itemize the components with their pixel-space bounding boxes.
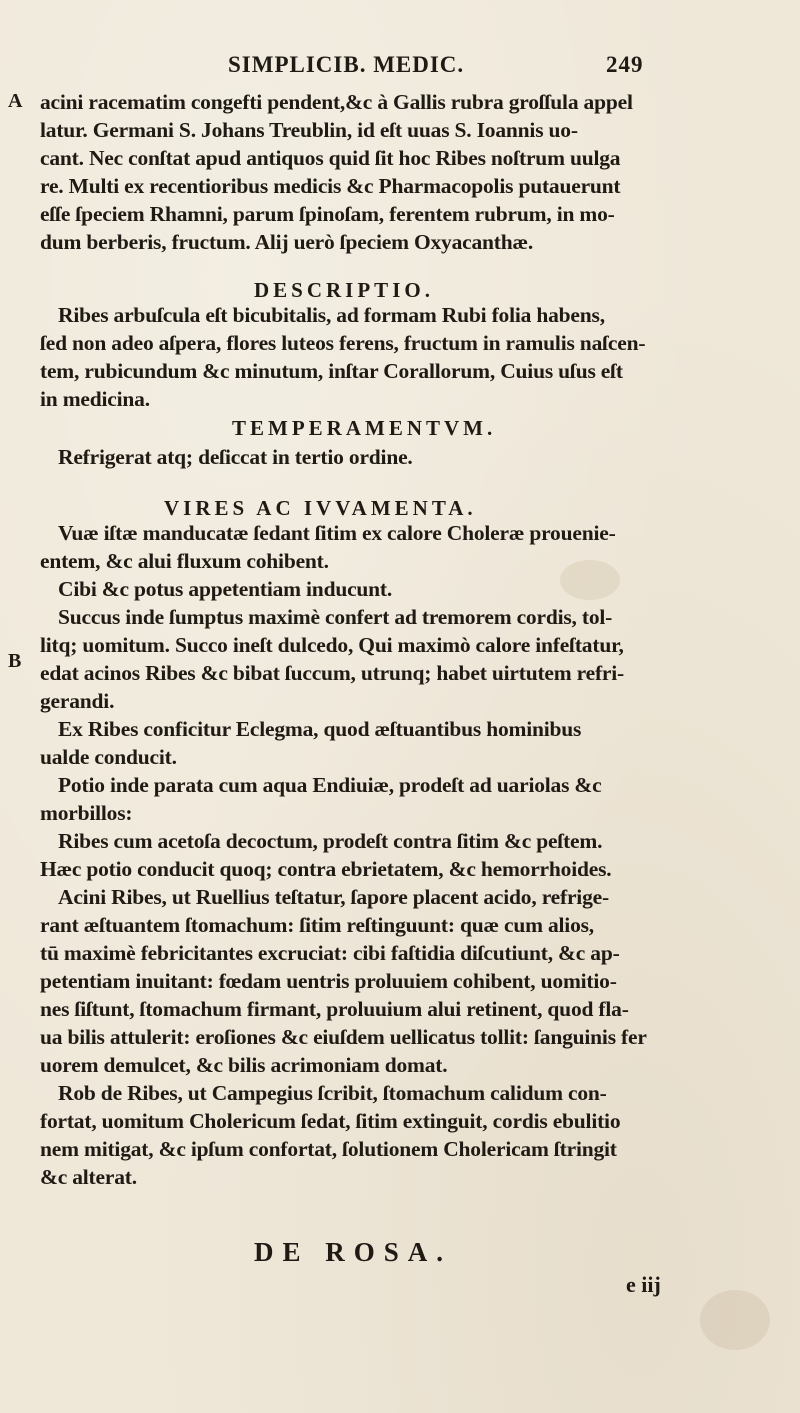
text-line: uorem demulcet, &c bilis acrimoniam domat.	[40, 1053, 448, 1077]
text-line: Vuæ iſtæ manducatæ ſedant ſitim ex calore Choleræ prouenie-	[58, 521, 616, 545]
running-head	[200, 46, 680, 80]
text-line: entem, &c alui fluxum cohibent.	[40, 549, 329, 573]
text-line: Hæc potio conducit quoq; contra ebrietatem, &c hemorrhoides.	[40, 857, 612, 881]
text-line: in medicina.	[40, 387, 150, 411]
paper-stain	[560, 560, 620, 600]
text-line: rant æſtuantem ſtomachum: ſitim reſtinguunt: quæ cum alios,	[40, 913, 594, 937]
text-line: eſſe ſpeciem Rhamni, parum ſpinoſam, ferentem rubrum, in mo-	[40, 202, 615, 226]
text-line: ualde conducit.	[40, 745, 177, 769]
text-line: Ribes cum acetoſa decoctum, prodeſt contra ſitim &c peſtem.	[58, 829, 603, 853]
running-head-title: SIMPLICIB. MEDIC.	[228, 52, 465, 77]
text-line: Cibi &c potus appetentiam inducunt.	[58, 577, 393, 601]
text-line: &c alterat.	[40, 1165, 137, 1189]
text-line: edat acinos Ribes &c bibat ſuccum, utrunq; habet uirtutem refri-	[40, 661, 624, 685]
section-heading-vires: VIRES AC IVVAMENTA.	[164, 496, 477, 520]
signature-catchword: e iij	[626, 1272, 661, 1297]
margin-letter-a: A	[8, 90, 23, 112]
text-line: Succus inde ſumptus maximè confert ad tremorem cordis, tol-	[58, 605, 613, 629]
section-heading-descriptio: DESCRIPTIO.	[254, 278, 434, 302]
next-section-title: DE ROSA.	[254, 1237, 453, 1267]
text-line: litq; uomitum. Succo ineſt dulcedo, Qui maximò calore infeſtatur,	[40, 633, 624, 657]
margin-letter-b: B	[8, 650, 22, 672]
text-line: re. Multi ex recentioribus medicis &c Pharmacopolis putauerunt	[40, 174, 621, 198]
section-heading-temperamentum: TEMPERAMENTVM.	[232, 416, 497, 440]
text-line: tem, rubicundum &c minutum, inſtar Corallorum, Cuius uſus eſt	[40, 359, 623, 383]
paper-stain	[700, 1290, 770, 1350]
text-line: ua bilis attulerit: eroſiones &c eiuſdem uellicatus tollit: ſanguinis fer	[40, 1025, 647, 1049]
text-line: gerandi.	[40, 689, 115, 713]
text-line: latur. Germani S. Johans Treublin, id eſt uuas S. Ioannis uo-	[40, 118, 578, 142]
text-line: Rob de Ribes, ut Campegius ſcribit, ſtomachum calidum con-	[58, 1081, 607, 1105]
text-line: nem mitigat, &c ipſum confortat, ſolutionem Cholericam ſtringit	[40, 1137, 617, 1161]
text-line: Refrigerat atq; deſiccat in tertio ordine.	[58, 445, 413, 469]
text-line: petentiam inuitant: fœdam uentris proluuiem cohibent, uomitio-	[40, 969, 617, 993]
page-number: 249	[606, 52, 644, 77]
text-line: fortat, uomitum Cholericum ſedat, ſitim extinguit, cordis ebulitio	[40, 1109, 621, 1133]
text-line: tū maximè febricitantes excruciat: cibi faſtidia diſcutiunt, &c ap-	[40, 941, 620, 965]
text-line: morbillos:	[40, 801, 133, 825]
text-line: acini racematim congefti pendent,&c à Gallis rubra groſſula appel	[40, 90, 633, 114]
text-line: ſed non adeo aſpera, flores luteos ferens, fructum in ramulis naſcen-	[40, 331, 646, 355]
text-line: dum berberis, fructum. Alij uerò ſpeciem Oxyacanthæ.	[40, 230, 534, 254]
text-line: Ex Ribes conficitur Eclegma, quod æſtuantibus hominibus	[58, 717, 582, 741]
text-line: Acini Ribes, ut Ruellius teſtatur, ſapore placent acido, refrige-	[58, 885, 609, 909]
text-line: cant. Nec conſtat apud antiquos quid ſit hoc Ribes noſtrum uulga	[40, 146, 621, 170]
text-line: nes ſiſtunt, ſtomachum firmant, proluuium alui retinent, quod fla-	[40, 997, 629, 1021]
text-line: Potio inde parata cum aqua Endiuiæ, prodeſt ad uariolas &c	[58, 773, 602, 797]
text-line: Ribes arbuſcula eſt bicubitalis, ad formam Rubi folia habens,	[58, 303, 605, 327]
